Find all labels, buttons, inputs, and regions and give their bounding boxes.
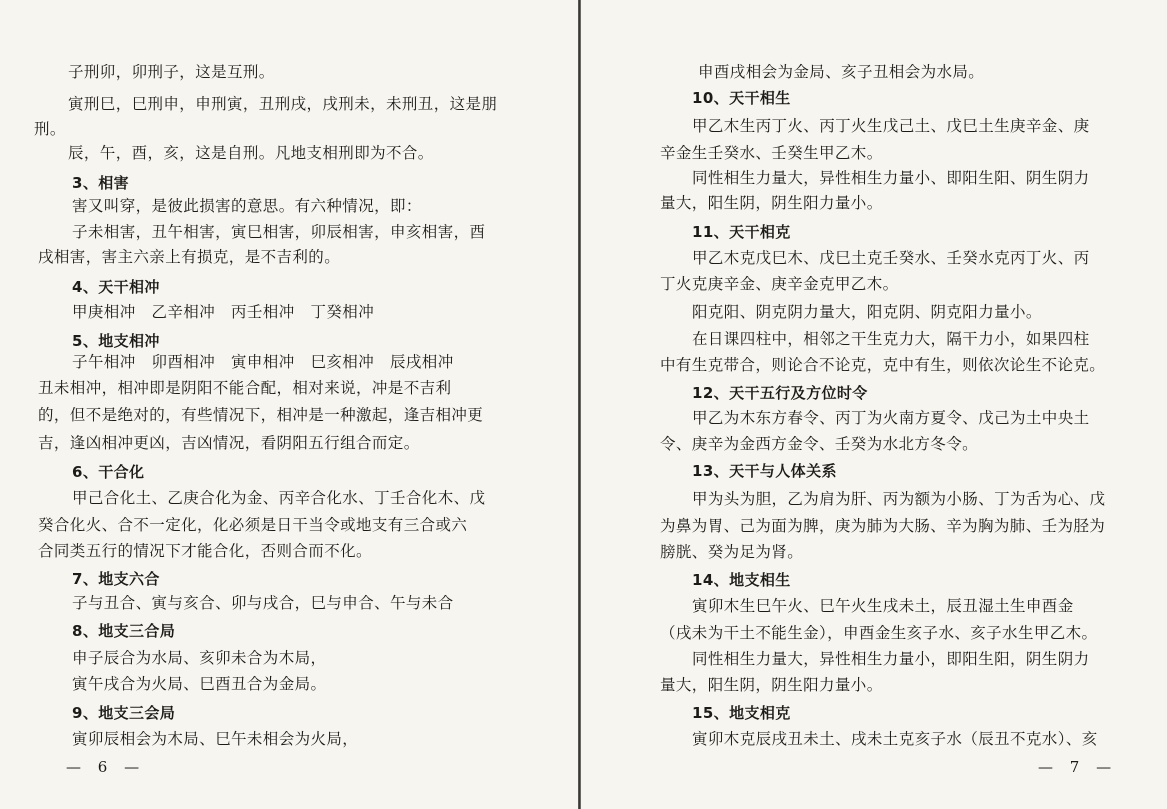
- text-line: 寅刑巳，巳刑申，申刑寅，丑刑戌，戌刑未，未刑丑，这是朋: [68, 95, 498, 113]
- text-line: 刑。: [34, 120, 66, 138]
- section-heading: 4、天干相冲: [72, 278, 160, 296]
- section-heading: 5、地支相冲: [72, 332, 160, 350]
- text-line: 甲己合化土、乙庚合化为金、丙辛合化水、丁壬合化木、戊: [72, 489, 486, 507]
- section-heading: 10、天干相生: [692, 89, 791, 107]
- section-heading: 15、地支相克: [692, 704, 791, 722]
- text-line: 的，但不是绝对的，有些情况下，相冲是一种激起，逢吉相冲更: [38, 406, 484, 424]
- text-line: 中有生克带合，则论合不论克，克中有生，则依次论生不论克。: [660, 356, 1106, 374]
- text-line: （戌未为干土不能生金），申酉金生亥子水、亥子水生甲乙木。: [660, 624, 1098, 642]
- text-line: 量大，阳生阴，阴生阳力量小。: [660, 676, 883, 694]
- text-line: 令、庚辛为金西方金令、壬癸为水北方冬令。: [660, 435, 979, 453]
- section-heading: 7、地支六合: [72, 570, 160, 588]
- text-line: 申子辰合为水局、亥卯未合为木局，: [72, 649, 327, 667]
- text-line: 辛金生壬癸水、壬癸生甲乙木。: [660, 144, 883, 162]
- text-line: 丁火克庚辛金、庚辛金克甲乙木。: [660, 275, 899, 293]
- right-page-number: — 7 —: [1038, 758, 1118, 776]
- section-heading: 13、天干与人体关系: [692, 462, 837, 480]
- section-heading: 11、天干相克: [692, 223, 791, 241]
- section-heading: 14、地支相生: [692, 571, 791, 589]
- text-line: 甲乙为木东方春令、丙丁为火南方夏令、戊己为土中央土: [692, 409, 1090, 427]
- text-line: 合同类五行的情况下才能合化，否则合而不化。: [38, 542, 372, 560]
- text-line: 在日课四柱中，相邻之干生克力大，隔干力小，如果四柱: [692, 330, 1090, 348]
- text-line: 甲为头为胆，乙为肩为肝、丙为额为小肠、丁为舌为心、戊: [692, 490, 1106, 508]
- text-line: 申酉戌相会为金局、亥子丑相会为水局。: [698, 63, 985, 81]
- text-line: 丑未相冲，相冲即是阴阳不能合配，相对来说，冲是不吉利: [38, 379, 452, 397]
- right-page: [580, 0, 1167, 809]
- text-line: 子未相害，丑午相害，寅巳相害，卯辰相害，申亥相害，酉: [72, 223, 486, 241]
- text-line: 寅卯木生巳午火、巳午火生戌未土，辰丑湿土生申酉金: [692, 597, 1074, 615]
- section-heading: 8、地支三合局: [72, 622, 176, 640]
- text-line: 同性相生力量大，异性相生力量小，即阳生阳，阴生阴力: [692, 650, 1090, 668]
- section-heading: 3、相害: [72, 174, 130, 192]
- text-line: 吉，逢凶相冲更凶，吉凶情况，看阴阳五行组合而定。: [38, 434, 420, 452]
- text-line: 寅卯木克辰戌丑未土、戌未土克亥子水（辰丑不克水）、亥: [692, 730, 1098, 748]
- left-page: [0, 0, 580, 809]
- text-line: 甲乙木生丙丁火、丙丁火生戊己土、戊巳土生庚辛金、庚: [692, 117, 1090, 135]
- text-line: 甲乙木克戊巳木、戊巳土克壬癸水、壬癸水克丙丁火、丙: [692, 249, 1090, 267]
- text-line: 戌相害，害主六亲上有损克，是不吉利的。: [38, 248, 341, 266]
- text-line: 癸合化火、合不一定化，化必须是日干当令或地支有三合或六: [38, 516, 468, 534]
- text-line: 子与丑合、寅与亥合、卯与戌合，巳与申合、午与未合: [72, 594, 454, 612]
- section-heading: 6、干合化: [72, 463, 145, 481]
- text-line: 阳克阳、阴克阴力量大，阳克阴、阴克阳力量小。: [692, 303, 1042, 321]
- left-page-number: — 6 —: [66, 758, 146, 776]
- section-heading: 12、天干五行及方位时令: [692, 384, 868, 402]
- section-heading: 9、地支三会局: [72, 704, 176, 722]
- text-line: 为鼻为胃、己为面为脾，庚为肺为大肠、辛为胸为肺、壬为胫为: [660, 517, 1106, 535]
- text-line: 量大，阳生阴，阴生阳力量小。: [660, 194, 883, 212]
- text-line: 辰，午，酉，亥，这是自刑。凡地支相刑即为不合。: [68, 144, 434, 162]
- text-line: 子刑卯，卯刑子，这是互刑。: [68, 63, 275, 81]
- text-line: 害又叫穿，是彼此损害的意思。有六种情况，即：: [72, 197, 422, 215]
- text-line: 子午相冲 卯酉相冲 寅申相冲 巳亥相冲 辰戌相冲: [72, 353, 454, 371]
- text-line: 同性相生力量大，异性相生力量小、即阳生阳、阴生阴力: [692, 169, 1090, 187]
- text-line: 膀胱、癸为足为肾。: [660, 543, 804, 561]
- text-line: 甲庚相冲 乙辛相冲 丙壬相冲 丁癸相冲: [72, 303, 375, 321]
- text-line: 寅午戌合为火局、巳酉丑合为金局。: [72, 675, 327, 693]
- text-line: 寅卯辰相会为木局、巳午未相会为火局，: [72, 730, 359, 748]
